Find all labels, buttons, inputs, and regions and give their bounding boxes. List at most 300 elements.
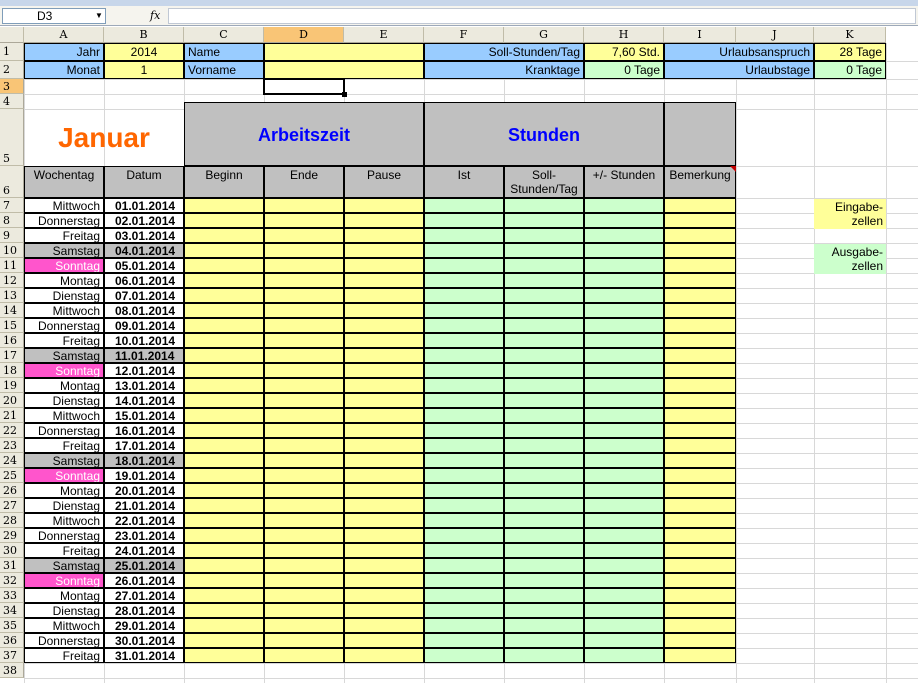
pause-input[interactable] [344,378,424,393]
grid-line-horizontal [24,663,918,664]
bemerkung-input[interactable] [664,228,736,243]
beginn-input[interactable] [184,198,264,213]
plusminus-output [584,498,664,513]
column-header-a[interactable]: A [24,27,104,43]
legend-ausgabe-line2: zellen [851,259,883,273]
ende-input[interactable] [264,543,344,558]
select-all-corner[interactable] [0,27,24,43]
plusminus-output [584,543,664,558]
row-header-4[interactable]: 4 [0,94,24,109]
column-header-h[interactable]: H [584,27,664,43]
ende-input[interactable] [264,468,344,483]
date-cell: 10.01.2014 [104,333,184,348]
row-header-34[interactable]: 34 [0,603,24,618]
comment-indicator-icon[interactable] [730,166,736,172]
date-cell: 06.01.2014 [104,273,184,288]
kranktage-output: 0 Tage [584,61,664,79]
ende-input[interactable] [264,483,344,498]
soll-output [504,318,584,333]
row-header-12[interactable]: 12 [0,273,24,288]
ende-input[interactable] [264,588,344,603]
row-header-24[interactable]: 24 [0,453,24,468]
kranktage-label: Kranktage [424,61,584,79]
ende-input[interactable] [264,333,344,348]
bemerkung-input[interactable] [664,288,736,303]
beginn-input[interactable] [184,288,264,303]
fill-handle[interactable] [342,92,347,97]
column-title-ist: Ist [424,166,504,198]
pause-input[interactable] [344,333,424,348]
urlaubsanspruch-label: Urlaubsanspruch [664,43,814,61]
row-header-30[interactable]: 30 [0,543,24,558]
column-title-ende: Ende [264,166,344,198]
beginn-input[interactable] [184,213,264,228]
beginn-input[interactable] [184,633,264,648]
beginn-input[interactable] [184,513,264,528]
row-header-21[interactable]: 21 [0,408,24,423]
column-title-plusminus: +/- Stunden [584,166,664,198]
row-header-8[interactable]: 8 [0,213,24,228]
soll-output [504,198,584,213]
plusminus-output [584,273,664,288]
date-cell: 30.01.2014 [104,633,184,648]
weekday-cell: Mittwoch [24,303,104,318]
bemerkung-input[interactable] [664,408,736,423]
soll-output [504,633,584,648]
bemerkung-input[interactable] [664,393,736,408]
soll-output [504,243,584,258]
soll-output [504,543,584,558]
pause-input[interactable] [344,618,424,633]
ende-input[interactable] [264,363,344,378]
weekday-cell: Freitag [24,438,104,453]
ende-input[interactable] [264,573,344,588]
plusminus-output [584,618,664,633]
ist-output [424,243,504,258]
weekday-cell: Dienstag [24,288,104,303]
beginn-input[interactable] [184,273,264,288]
ist-output [424,393,504,408]
ende-input[interactable] [264,423,344,438]
bemerkung-input[interactable] [664,618,736,633]
pause-input[interactable] [344,288,424,303]
row-header-3[interactable]: 3 [0,79,24,94]
bemerkung-input[interactable] [664,603,736,618]
row-header-1[interactable]: 1 [0,43,24,61]
ist-output [424,228,504,243]
ende-input[interactable] [264,198,344,213]
beginn-input[interactable] [184,348,264,363]
bemerkung-input[interactable] [664,558,736,573]
ende-input[interactable] [264,258,344,273]
date-cell: 29.01.2014 [104,618,184,633]
ende-input[interactable] [264,453,344,468]
plusminus-output [584,423,664,438]
row-header-33[interactable]: 33 [0,588,24,603]
soll-output [504,573,584,588]
weekday-cell: Sonntag [24,363,104,378]
soll-output [504,258,584,273]
beginn-input[interactable] [184,243,264,258]
pause-input[interactable] [344,228,424,243]
date-cell: 04.01.2014 [104,243,184,258]
weekday-cell: Samstag [24,558,104,573]
date-cell: 09.01.2014 [104,318,184,333]
jahr-label: Jahr [24,43,104,61]
row-header-28[interactable]: 28 [0,513,24,528]
row-header-16[interactable]: 16 [0,333,24,348]
beginn-input[interactable] [184,303,264,318]
row-header-26[interactable]: 26 [0,483,24,498]
pause-input[interactable] [344,363,424,378]
pause-input[interactable] [344,453,424,468]
row-header-10[interactable]: 10 [0,243,24,258]
ist-output [424,258,504,273]
monat-input[interactable]: 1 [104,61,184,79]
ist-output [424,348,504,363]
row-header-36[interactable]: 36 [0,633,24,648]
name-box[interactable]: D3 [2,8,106,24]
ende-input[interactable] [264,213,344,228]
weekday-cell: Sonntag [24,573,104,588]
soll-output [504,348,584,363]
weekday-cell: Sonntag [24,258,104,273]
beginn-input[interactable] [184,468,264,483]
pause-input[interactable] [344,198,424,213]
weekday-cell: Freitag [24,648,104,663]
pause-input[interactable] [344,483,424,498]
soll-output [504,363,584,378]
beginn-input[interactable] [184,408,264,423]
soll-output [504,228,584,243]
ist-output [424,423,504,438]
plusminus-output [584,243,664,258]
date-cell: 25.01.2014 [104,558,184,573]
month-title: Januar [58,122,150,153]
pause-input[interactable] [344,468,424,483]
formula-input[interactable] [168,8,916,24]
row-header-7[interactable]: 7 [0,198,24,213]
beginn-input[interactable] [184,453,264,468]
name-box-dropdown-icon[interactable]: ▼ [95,11,103,20]
weekday-cell: Samstag [24,348,104,363]
ende-input[interactable] [264,393,344,408]
weekday-cell: Freitag [24,333,104,348]
bemerkung-input[interactable] [664,213,736,228]
pause-input[interactable] [344,498,424,513]
row-header-29[interactable]: 29 [0,528,24,543]
row-header-18[interactable]: 18 [0,363,24,378]
soll-output [504,453,584,468]
ende-input[interactable] [264,288,344,303]
pause-input[interactable] [344,558,424,573]
name-input[interactable] [264,43,424,61]
weekday-cell: Mittwoch [24,198,104,213]
vorname-input[interactable] [264,61,424,79]
pause-input[interactable] [344,648,424,663]
pause-input[interactable] [344,303,424,318]
pause-input[interactable] [344,543,424,558]
pause-input[interactable] [344,243,424,258]
pause-input[interactable] [344,528,424,543]
grid-line-horizontal [24,79,918,80]
bemerkung-input[interactable] [664,633,736,648]
beginn-input[interactable] [184,228,264,243]
ende-input[interactable] [264,603,344,618]
ende-input[interactable] [264,618,344,633]
bemerkung-input[interactable] [664,258,736,273]
ende-input[interactable] [264,243,344,258]
ende-input[interactable] [264,648,344,663]
row-header-35[interactable]: 35 [0,618,24,633]
soll-output [504,438,584,453]
column-header-j[interactable]: J [736,27,814,43]
beginn-input[interactable] [184,648,264,663]
row-header-25[interactable]: 25 [0,468,24,483]
pause-input[interactable] [344,573,424,588]
ist-output [424,528,504,543]
ist-output [424,438,504,453]
beginn-input[interactable] [184,528,264,543]
grid-line-horizontal [24,94,918,95]
row-header-14[interactable]: 14 [0,303,24,318]
beginn-input[interactable] [184,498,264,513]
pause-input[interactable] [344,408,424,423]
beginn-input[interactable] [184,603,264,618]
bemerkung-input[interactable] [664,333,736,348]
column-header-d[interactable]: D [264,27,344,43]
plusminus-output [584,228,664,243]
beginn-input[interactable] [184,618,264,633]
bemerkung-input[interactable] [664,453,736,468]
bemerkung-input[interactable] [664,378,736,393]
row-header-13[interactable]: 13 [0,288,24,303]
pause-input[interactable] [344,258,424,273]
soll-output [504,603,584,618]
plusminus-output [584,393,664,408]
date-cell: 03.01.2014 [104,228,184,243]
ende-input[interactable] [264,318,344,333]
bemerkung-input[interactable] [664,468,736,483]
pause-input[interactable] [344,513,424,528]
column-title-bemerkung: Bemerkung [664,166,736,198]
ende-input[interactable] [264,228,344,243]
plusminus-output [584,348,664,363]
row-header-2[interactable]: 2 [0,61,24,79]
beginn-input[interactable] [184,588,264,603]
ende-input[interactable] [264,348,344,363]
pause-input[interactable] [344,588,424,603]
pause-input[interactable] [344,603,424,618]
weekday-cell: Dienstag [24,603,104,618]
pause-input[interactable] [344,348,424,363]
weekday-cell: Mittwoch [24,513,104,528]
column-header-k[interactable]: K [814,27,886,43]
ende-input[interactable] [264,408,344,423]
column-title-beginn: Beginn [184,166,264,198]
ist-output [424,453,504,468]
ende-input[interactable] [264,633,344,648]
row-header-31[interactable]: 31 [0,558,24,573]
beginn-input[interactable] [184,543,264,558]
soll-output [504,408,584,423]
plusminus-output [584,603,664,618]
soll-output [504,528,584,543]
column-header-f[interactable]: F [424,27,504,43]
date-cell: 12.01.2014 [104,363,184,378]
ende-input[interactable] [264,558,344,573]
beginn-input[interactable] [184,438,264,453]
ist-output [424,333,504,348]
beginn-input[interactable] [184,333,264,348]
bemerkung-input[interactable] [664,423,736,438]
beginn-input[interactable] [184,378,264,393]
bemerkung-title-block [664,102,736,166]
row-header-15[interactable]: 15 [0,318,24,333]
row-header-23[interactable]: 23 [0,438,24,453]
plusminus-output [584,213,664,228]
bemerkung-input[interactable] [664,543,736,558]
pause-input[interactable] [344,213,424,228]
row-header-38[interactable]: 38 [0,663,24,678]
bemerkung-input[interactable] [664,438,736,453]
row-header-37[interactable]: 37 [0,648,24,663]
stunden-header: Stunden [424,102,664,166]
column-header-i[interactable]: I [664,27,736,43]
bemerkung-input[interactable] [664,198,736,213]
row-header-19[interactable]: 19 [0,378,24,393]
beginn-input[interactable] [184,558,264,573]
soll-stunden-input[interactable]: 7,60 Std. [584,43,664,61]
ist-output [424,618,504,633]
pause-input[interactable] [344,318,424,333]
ende-input[interactable] [264,438,344,453]
pause-input[interactable] [344,633,424,648]
ist-output [424,213,504,228]
date-cell: 07.01.2014 [104,288,184,303]
soll-output [504,498,584,513]
weekday-cell: Dienstag [24,393,104,408]
row-header-22[interactable]: 22 [0,423,24,438]
bemerkung-input[interactable] [664,483,736,498]
weekday-cell: Donnerstag [24,318,104,333]
row-header-5[interactable]: 5 [0,109,24,166]
beginn-input[interactable] [184,573,264,588]
plusminus-output [584,453,664,468]
column-header-c[interactable]: C [184,27,264,43]
ist-output [424,513,504,528]
beginn-input[interactable] [184,258,264,273]
soll-header-line1: Soll- [531,168,556,182]
ende-input[interactable] [264,513,344,528]
row-header-11[interactable]: 11 [0,258,24,273]
ist-output [424,378,504,393]
bemerkung-input[interactable] [664,573,736,588]
column-header-g[interactable]: G [504,27,584,43]
bemerkung-input[interactable] [664,273,736,288]
bemerkung-input[interactable] [664,348,736,363]
plusminus-output [584,648,664,663]
weekday-cell: Samstag [24,243,104,258]
plusminus-output [584,408,664,423]
soll-output [504,303,584,318]
plusminus-output [584,438,664,453]
date-cell: 16.01.2014 [104,423,184,438]
bemerkung-input[interactable] [664,243,736,258]
bemerkung-input[interactable] [664,363,736,378]
ende-input[interactable] [264,303,344,318]
beginn-input[interactable] [184,363,264,378]
row-header-27[interactable]: 27 [0,498,24,513]
ist-output [424,483,504,498]
beginn-input[interactable] [184,393,264,408]
plusminus-output [584,303,664,318]
beginn-input[interactable] [184,423,264,438]
urlaubsanspruch-input[interactable]: 28 Tage [814,43,886,61]
pause-input[interactable] [344,273,424,288]
row-header-17[interactable]: 17 [0,348,24,363]
ist-output [424,288,504,303]
row-header-20[interactable]: 20 [0,393,24,408]
bemerkung-input[interactable] [664,513,736,528]
row-header-6[interactable]: 6 [0,166,24,198]
bemerkung-input[interactable] [664,318,736,333]
plusminus-output [584,378,664,393]
soll-header-line2: Stunden/Tag [510,182,578,196]
fx-icon[interactable]: fx [150,9,161,22]
pause-input[interactable] [344,438,424,453]
date-cell: 27.01.2014 [104,588,184,603]
bemerkung-input[interactable] [664,528,736,543]
plusminus-output [584,318,664,333]
ende-input[interactable] [264,378,344,393]
ist-output [424,633,504,648]
plusminus-output [584,513,664,528]
ende-input[interactable] [264,273,344,288]
date-cell: 23.01.2014 [104,528,184,543]
pause-input[interactable] [344,393,424,408]
beginn-input[interactable] [184,318,264,333]
ende-input[interactable] [264,498,344,513]
pause-input[interactable] [344,423,424,438]
soll-output [504,423,584,438]
bemerkung-input[interactable] [664,648,736,663]
weekday-cell: Freitag [24,543,104,558]
ende-input[interactable] [264,528,344,543]
column-header-e[interactable]: E [344,27,424,43]
bemerkung-input[interactable] [664,498,736,513]
soll-output [504,468,584,483]
legend-eingabe-line1: Eingabe- [834,200,883,214]
ist-output [424,273,504,288]
ist-output [424,303,504,318]
legend-eingabe-line2: zellen [851,214,883,228]
selected-cell-d3[interactable] [263,78,345,95]
jahr-input[interactable]: 2014 [104,43,184,61]
row-header-9[interactable]: 9 [0,228,24,243]
bemerkung-input[interactable] [664,303,736,318]
plusminus-output [584,573,664,588]
bemerkung-input[interactable] [664,588,736,603]
beginn-input[interactable] [184,483,264,498]
ist-output [424,468,504,483]
plusminus-output [584,633,664,648]
urlaubstage-label: Urlaubstage [664,61,814,79]
row-header-32[interactable]: 32 [0,573,24,588]
column-title-wochentag: Wochentag [24,166,104,198]
column-header-b[interactable]: B [104,27,184,43]
soll-output [504,288,584,303]
